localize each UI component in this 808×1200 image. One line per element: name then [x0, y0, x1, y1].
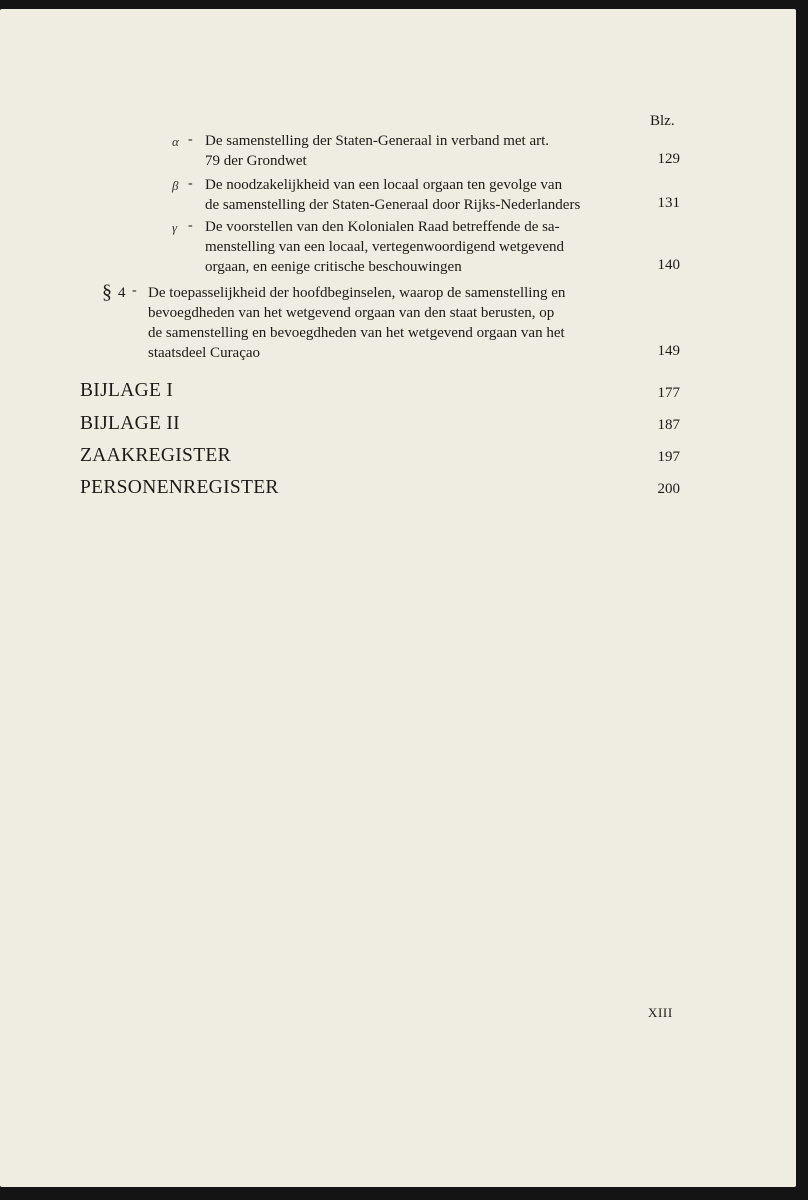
sub-entry-line: menstelling van een locaal, vertegenwoordigend wetgevend	[205, 239, 565, 255]
sub-entry-page-number: 131	[657, 195, 680, 211]
toc-main-entry-page: 177	[657, 385, 680, 401]
book-page	[0, 9, 796, 1187]
sub-entry-line: orgaan, en eenige critische beschouwingen	[205, 259, 462, 275]
section-entry-page-number: 149	[657, 343, 680, 359]
section-dash: -	[132, 283, 137, 298]
section-number: 4	[118, 285, 126, 301]
sub-entry-page-number: 140	[657, 257, 680, 273]
section-entry-line: de samenstelling en bevoegdheden van het wetgevend orgaan van het	[148, 325, 565, 341]
sub-entry-line: de samenstelling der Staten-Generaal door Rijks-Nederlanders	[205, 197, 581, 213]
toc-main-entry-title: PERSONENREGISTER	[80, 477, 279, 498]
sub-entry-marker-gamma: γ	[172, 220, 178, 235]
section-entry-line: bevoegdheden van het wetgevend orgaan van den staat berusten, op	[148, 305, 555, 321]
sub-entry-dash: -	[188, 132, 193, 147]
sub-entry-line: 79 der Grondwet	[205, 153, 307, 169]
toc-main-entry-title: BIJLAGE II	[80, 413, 180, 434]
section-symbol: §	[102, 281, 112, 303]
section-entry-line: De toepasselijkheid der hoofdbeginselen, waarop de samenstelling en	[148, 285, 566, 301]
sub-entry-page-number: 129	[657, 151, 680, 167]
sub-entry-line: De noodzakelijkheid van een locaal orgaan ten gevolge van	[205, 177, 563, 193]
sub-entry-marker-beta: β	[172, 178, 179, 193]
toc-main-entry-page: 197	[657, 449, 680, 465]
toc-main-entry-title: BIJLAGE I	[80, 380, 174, 401]
sub-entry-marker-alpha: α	[172, 134, 179, 149]
section-entry-line: staatsdeel Curaçao	[148, 345, 261, 361]
sub-entry-dash: -	[188, 218, 193, 233]
toc-main-entry-page: 187	[657, 417, 680, 433]
sub-entry-line: De samenstelling der Staten-Generaal in verband met art.	[205, 133, 550, 149]
sub-entry-line: De voorstellen van den Kolonialen Raad betreffende de sa-	[205, 219, 560, 235]
toc-main-entry-title: ZAAKREGISTER	[80, 445, 231, 466]
sub-entry-dash: -	[188, 176, 193, 191]
page-folio: XIII	[648, 1005, 673, 1020]
toc-main-entry-page: 200	[657, 481, 680, 497]
page-column-header: Blz.	[650, 113, 675, 129]
